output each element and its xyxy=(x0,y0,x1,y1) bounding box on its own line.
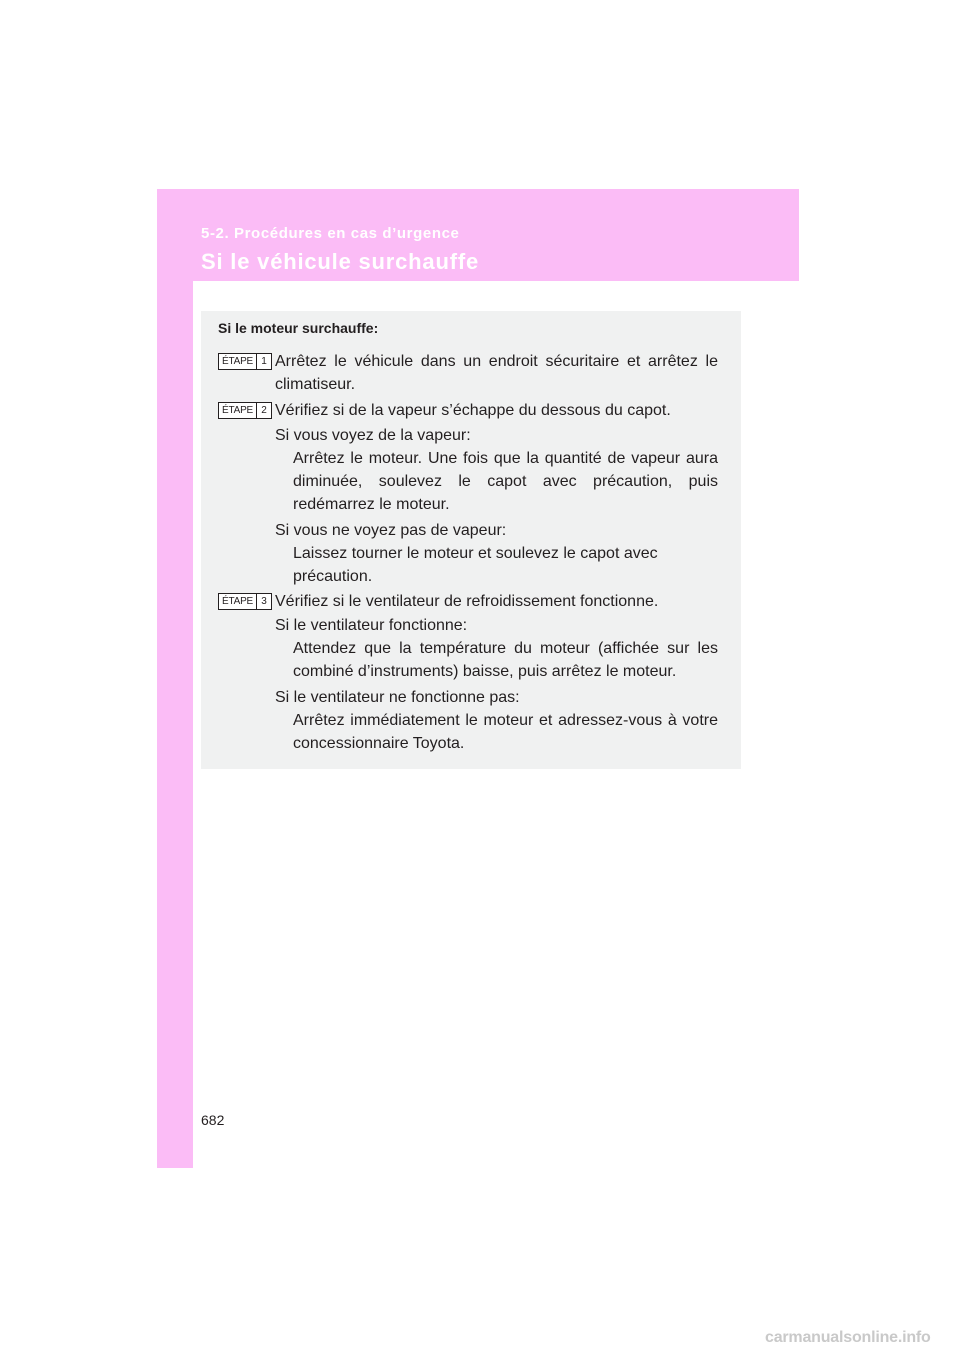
step-3-case-2-label: Si le ventilateur ne fonctionne pas: xyxy=(275,689,520,706)
step-badge-word: ÉTAPE xyxy=(221,596,254,607)
step-2-case-2-action-line-2: précaution. xyxy=(293,568,373,585)
section-label: 5-2. Procédures en cas d’urgence xyxy=(201,225,460,242)
watermark: carmanualsonline.info xyxy=(765,1329,931,1346)
step-2-case-1-label: Si vous voyez de la vapeur: xyxy=(275,427,471,444)
step-badge-number: 2 xyxy=(256,403,271,418)
step-1-text: Arrêtez le véhicule dans un endroit sécuritaire et arrêtez le climatiseur. xyxy=(275,353,718,393)
step-3-case-2-action: Arrêtez immédiatement le moteur et adressez-vous à votre concessionnaire Toyota. xyxy=(293,712,718,752)
box-heading: Si le moteur surchauffe: xyxy=(218,320,379,336)
step-3-case-1-label: Si le ventilateur fonctionne: xyxy=(275,617,468,634)
step-3-text: Vérifiez si le ventilateur de refroidissement fonctionne. xyxy=(275,593,659,610)
step-badge-word: ÉTAPE xyxy=(221,356,254,367)
step-badge-2 xyxy=(218,402,272,419)
page-title: Si le véhicule surchauffe xyxy=(201,249,479,274)
side-strip xyxy=(157,189,193,1168)
step-badge-1 xyxy=(218,353,272,370)
step-2-text: Vérifiez si de la vapeur s’échappe du dessous du capot. xyxy=(275,402,671,419)
page-number: 682 xyxy=(201,1112,225,1128)
step-2-case-1-action: Arrêtez le moteur. Une fois que la quantité de vapeur aura diminuée, soulevez le capot avec précaution, puis redémarrez le moteur. xyxy=(293,450,718,513)
step-3-case-1-action: Attendez que la température du moteur (affichée sur les combiné d’instruments) baisse, puis arrêtez le moteur. xyxy=(293,640,718,680)
step-badge-number: 1 xyxy=(256,354,271,369)
step-badge-word: ÉTAPE xyxy=(221,405,254,416)
step-2-case-2-label: Si vous ne voyez pas de vapeur: xyxy=(275,522,507,539)
step-badge-3 xyxy=(218,593,272,610)
step-2-case-2-action-line-1: Laissez tourner le moteur et soulevez le capot avec xyxy=(293,545,658,562)
step-badge-number: 3 xyxy=(256,594,271,609)
